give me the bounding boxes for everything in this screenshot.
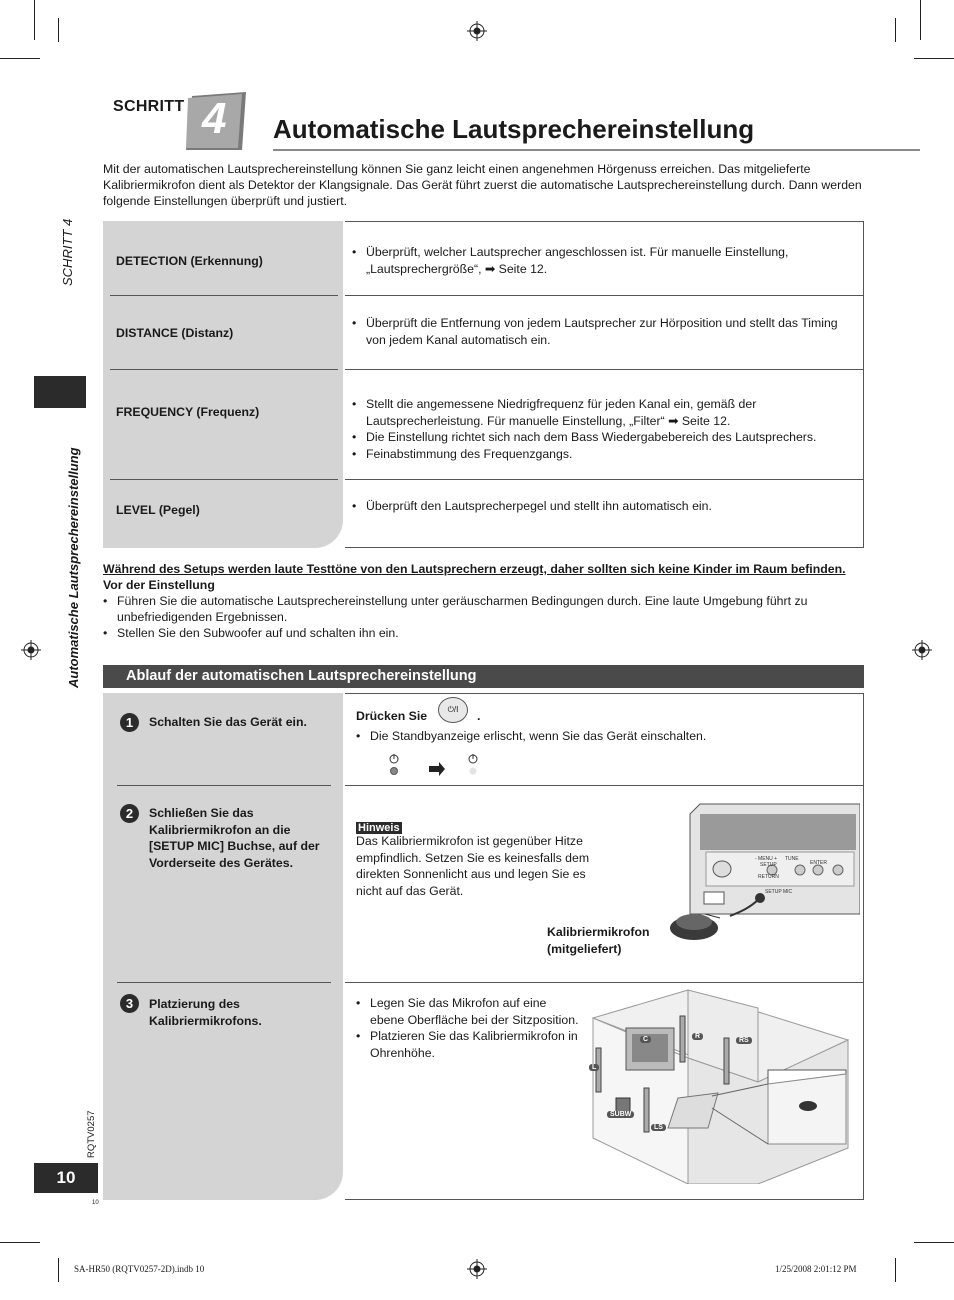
crop-mark (895, 1258, 896, 1282)
step-number-badge (186, 92, 246, 150)
step-label: SCHRITT (113, 98, 185, 115)
list-item: • Die Einstellung richtet sich nach dem Bass Wiedergabebereich des Lautsprechers. (352, 429, 852, 446)
footer-file: SA-HR50 (RQTV0257-2D).indb 10 (74, 1264, 205, 1274)
setting-label-distance: DISTANCE (Distanz) (116, 326, 234, 340)
intro-paragraph: Mit der automatischen Lautsprechereinstellung können Sie ganz leicht einen angenehmen Hörgenuss erreichen. Das mitgelieferte Kalibriermikrofon dient als Detektor der Klangsignale. Das Gerät führt zuerst die automatische Lautsprechereinstellung durch. Dann werden folgende Einstellungen überprüft und justiert. (103, 162, 862, 208)
warning-text: Während des Setups werden laute Testtöne von den Lautsprechern erzeugt, daher sollten sich keine Kinder im Raum befinden. (103, 562, 846, 576)
row-divider (345, 982, 864, 983)
registration-mark-icon (912, 640, 932, 660)
procedure-steps-panel (103, 693, 343, 1200)
tune-label: TUNE (785, 856, 799, 862)
step-2-number: 2 (120, 804, 139, 823)
row-divider (110, 369, 338, 370)
crop-mark (0, 58, 40, 59)
setting-description-detection (352, 244, 852, 277)
hint-tag: Hinweis (358, 822, 400, 834)
row-divider (110, 479, 338, 480)
enter-label: ENTER (810, 860, 827, 866)
crop-mark (895, 18, 896, 42)
standby-indicator-icon (385, 752, 485, 778)
setting-description-distance (352, 315, 852, 348)
power-button-icon (438, 697, 468, 723)
list-item: • Überprüft den Lautsprecherpegel und stellt ihn automatisch ein. (352, 498, 852, 515)
crop-mark (34, 0, 35, 40)
press-period: . (477, 709, 481, 723)
list-item: • Platzieren Sie das Kalibriermikrofon in Ohrenhöhe. (356, 1028, 580, 1061)
crop-mark (58, 18, 59, 42)
warning-block (103, 561, 873, 641)
press-instruction: Drücken Sie (356, 709, 428, 723)
crop-mark (58, 1258, 59, 1282)
setting-label-detection: DETECTION (Erkennung) (116, 254, 263, 268)
row-divider (345, 369, 864, 370)
row-divider (117, 982, 331, 983)
speaker-room-illustration (588, 988, 850, 1184)
procedure-heading-bar (103, 665, 864, 688)
return-label: RETURN (758, 874, 779, 880)
list-item: • Die Standbyanzeige erlischt, wenn Sie das Gerät einschalten. (356, 728, 856, 745)
before-setup-heading: Vor der Einstellung (103, 578, 215, 592)
setup-mic-label: SETUP MIC (765, 889, 793, 895)
row-divider (345, 785, 864, 786)
step-number: 4 (202, 94, 227, 143)
crop-mark (914, 1242, 954, 1243)
side-step-label: SCHRITT 4 (60, 218, 75, 286)
procedure-heading: Ablauf der automatischen Lautsprechereinstellung (126, 668, 477, 684)
registration-mark-icon (467, 21, 487, 41)
row-divider (345, 295, 864, 296)
list-item: • Führen Sie die automatische Lautsprechereinstellung unter geräuscharmen Bedingungen durch. Eine laute Umgebung führt zu unbefriedigenden Ergebnissen. (103, 593, 863, 625)
registration-mark-icon (467, 1259, 487, 1279)
speaker-label-l: L (589, 1064, 599, 1071)
tiny-page-number: 10 (92, 1200, 99, 1206)
page-number: 10 (34, 1163, 98, 1193)
step-3-number: 3 (120, 994, 139, 1013)
speaker-label-r: R (692, 1033, 703, 1040)
step-2-label: Schließen Sie das Kalibriermikrofon an die [SETUP MIC] Buchse, auf der Vorderseite des Gerätes. (149, 806, 320, 870)
setting-label-level: LEVEL (Pegel) (116, 503, 200, 517)
page-title: Automatische Lautsprechereinstellung (273, 114, 755, 144)
list-item-text: Legen Sie das Mikrofon auf eine ebene Oberfläche bei der Sitzposition. (370, 996, 579, 1027)
step-3-label: Platzierung des Kalibriermikrofons. (149, 997, 262, 1028)
list-item: • Überprüft die Entfernung von jedem Lautsprecher zur Hörposition und stellt das Timing von jedem Kanal automatisch ein. (352, 315, 852, 348)
speaker-label-ls: LS (651, 1124, 666, 1131)
step-1-notes (356, 728, 856, 745)
crop-mark (0, 1242, 40, 1243)
hint-text: Das Kalibriermikrofon ist gegenüber Hitze empfindlich. Setzen Sie es keinesfalls dem direkten Sonnenlicht aus und legen Sie es nicht auf das Gerät. (356, 834, 590, 898)
list-item: • Überprüft, welcher Lautsprecher angeschlossen ist. Für manuelle Einstellung, „Lautsprechergröße“, ➡ Seite 12. (352, 244, 852, 277)
row-divider (345, 479, 864, 480)
setup-label: SETUP (760, 862, 777, 868)
crop-mark (920, 0, 921, 40)
step-1-number: 1 (120, 713, 139, 732)
list-item: • Feinabstimmung des Frequenzgangs. (352, 446, 852, 463)
list-item: • Stellt die angemessene Niedrigfrequenz für jeden Kanal ein, gemäß der Lautsprecherleistung. Für manuelle Einstellung, „Filter“ ➡ Seite 12. (352, 396, 852, 429)
side-section-label: Automatische Lautsprechereinstellung (66, 447, 81, 688)
power-button-symbol: ⏻/I (447, 705, 459, 714)
setting-description-level (352, 498, 852, 515)
speaker-label-c: C (640, 1036, 651, 1043)
setting-label-frequency: FREQUENCY (Frequenz) (116, 405, 260, 419)
list-item (356, 995, 580, 1028)
list-item: • Stellen Sie den Subwoofer auf und schalten ihn ein. (103, 625, 863, 641)
row-divider (110, 295, 338, 296)
title-divider (273, 149, 920, 151)
row-divider (117, 785, 331, 786)
speaker-label-rs: RS (736, 1037, 752, 1044)
footer-timestamp: 1/25/2008 2:01:12 PM (775, 1264, 857, 1274)
settings-table-labels-panel (103, 221, 343, 548)
crop-mark (914, 58, 954, 59)
setting-description-frequency (352, 396, 852, 462)
step-1-label: Schalten Sie das Gerät ein. (149, 715, 307, 729)
step-3-notes (356, 995, 580, 1061)
speaker-label-subw: SUBW (607, 1111, 634, 1118)
document-code: RQTV0257 (86, 1110, 97, 1158)
registration-mark-icon (21, 640, 41, 660)
mic-caption: Kalibriermikrofon (mitgeliefert) (547, 925, 650, 956)
menu-label: - MENU + (755, 856, 778, 862)
